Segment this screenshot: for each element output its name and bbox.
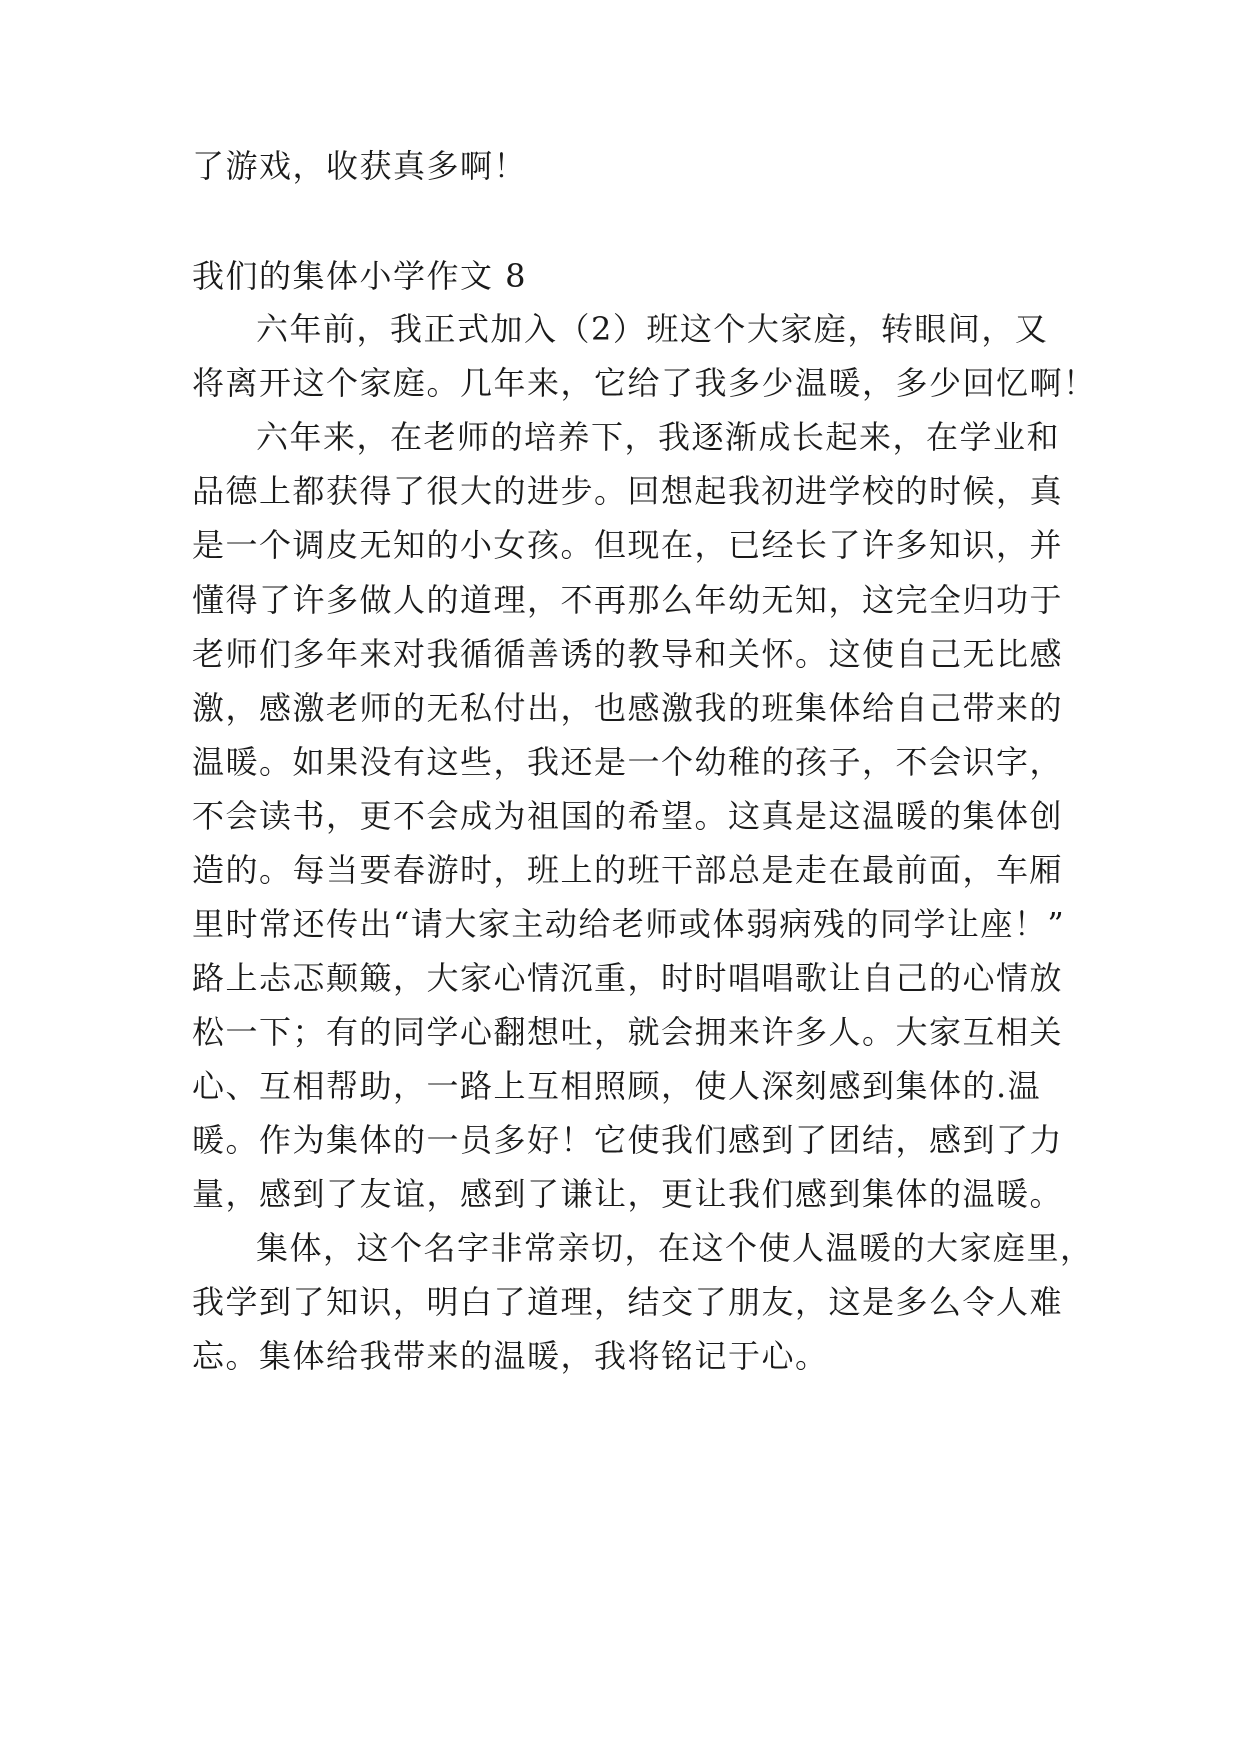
paragraph-2-line-4: 懂得了许多做人的道理，不再那么年幼无知，这完全归功于 <box>192 581 1064 619</box>
paragraph-2-line-8: 不会读书，更不会成为祖国的希望。这真是这温暖的集体创 <box>192 797 1064 835</box>
paragraph-1-line-2: 将离开这个家庭。几年来，它给了我多少温暖，多少回忆啊！ <box>192 364 1097 402</box>
paragraph-2-line-6: 激，感激老师的无私付出，也感激我的班集体给自己带来的 <box>192 689 1064 727</box>
paragraph-2-line-11: 路上忐忑颠簸，大家心情沉重，时时唱唱歌让自己的心情放 <box>192 959 1064 997</box>
essay-heading: 我们的集体小学作文 8 <box>192 257 528 295</box>
paragraph-2-line-12: 松一下；有的同学心翻想吐，就会拥来许多人。大家互相关 <box>192 1013 1064 1051</box>
continuation-line: 了游戏，收获真多啊！ <box>192 147 528 185</box>
paragraph-2-line-13: 心、互相帮助，一路上互相照顾，使人深刻感到集体的.温 <box>192 1067 1042 1105</box>
paragraph-2-line-10: 里时常还传出“请大家主动给老师或体弱病残的同学让座！” <box>192 905 1066 943</box>
paragraph-3-line-1: 集体，这个名字非常亲切，在这个使人温暖的大家庭里， <box>256 1229 1094 1267</box>
paragraph-1-line-1: 六年前，我正式加入（2）班这个大家庭，转眼间，又 <box>256 310 1049 348</box>
paragraph-2-line-3: 是一个调皮无知的小女孩。但现在，已经长了许多知识，并 <box>192 526 1064 564</box>
paragraph-2-line-1: 六年来，在老师的培养下，我逐渐成长起来，在学业和 <box>256 418 1061 456</box>
paragraph-2-line-15: 量，感到了友谊，感到了谦让，更让我们感到集体的温暖。 <box>192 1175 1064 1213</box>
paragraph-3-line-3: 忘。集体给我带来的温暖，我将铭记于心。 <box>192 1337 829 1375</box>
paragraph-2-line-14: 暖。作为集体的一员多好！它使我们感到了团结，感到了力 <box>192 1121 1064 1159</box>
paragraph-2-line-9: 造的。每当要春游时，班上的班干部总是走在最前面，车厢 <box>192 851 1064 889</box>
paragraph-3-line-2: 我学到了知识，明白了道理，结交了朋友，这是多么令人难 <box>192 1283 1064 1321</box>
paragraph-2-line-7: 温暖。如果没有这些，我还是一个幼稚的孩子，不会识字， <box>192 743 1064 781</box>
paragraph-2-line-2: 品德上都获得了很大的进步。回想起我初进学校的时候，真 <box>192 472 1064 510</box>
paragraph-2-line-5: 老师们多年来对我循循善诱的教导和关怀。这使自己无比感 <box>192 635 1064 673</box>
